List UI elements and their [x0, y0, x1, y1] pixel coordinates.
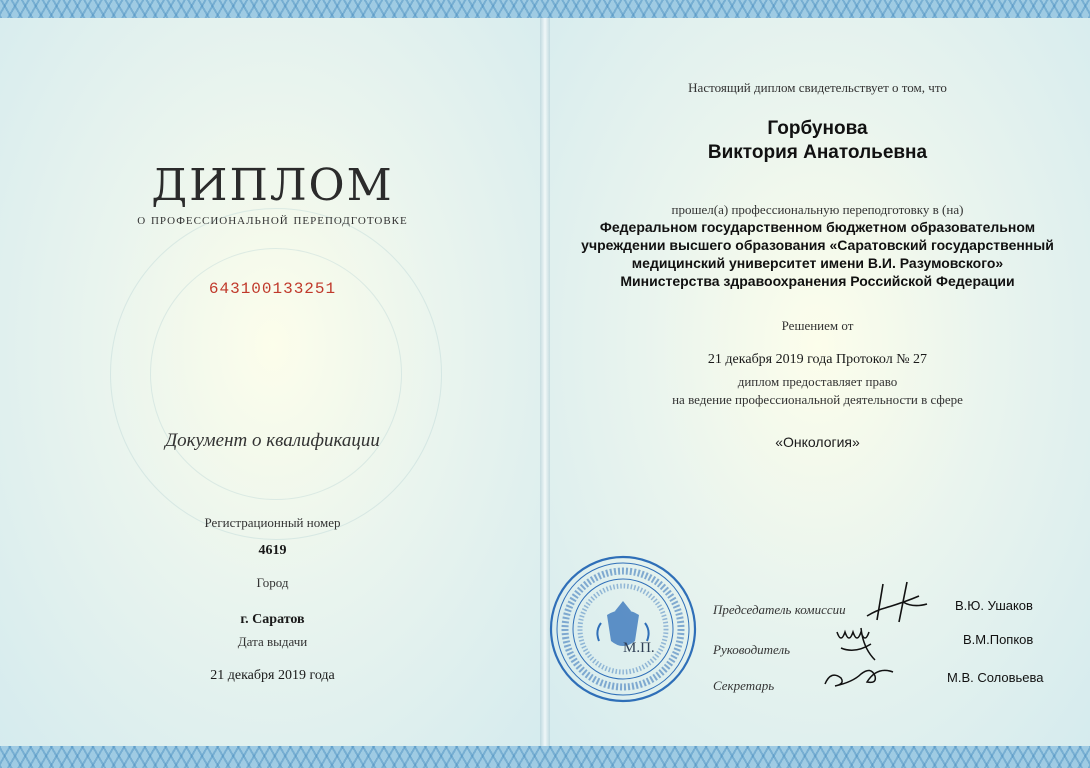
- chairman-signature: [863, 578, 933, 626]
- passed-training-text: прошел(а) профессиональную переподготовку в (на): [671, 202, 964, 217]
- issue-date: 21 декабря 2019 года: [210, 668, 335, 683]
- decision-label: Решением от: [781, 318, 854, 333]
- serial-number: 643100133251: [208, 280, 337, 298]
- diploma-subtitle: о профессиональной переподготовке: [137, 212, 408, 228]
- signatory-name: В.М.Попков: [963, 632, 1034, 647]
- official-stamp: [547, 553, 699, 705]
- grants-text: диплом предоставляет право: [737, 374, 898, 389]
- top-ornamental-border: [0, 0, 1090, 18]
- org-line: Министерства здравоохранения Российской Федерации: [620, 273, 1015, 289]
- signatory-role: Руководитель: [713, 642, 791, 657]
- holder-surname: Горбунова: [767, 118, 868, 139]
- document-type: Документ о квалификации: [165, 430, 380, 451]
- issue-date-label: Дата выдачи: [237, 634, 308, 649]
- signatory-role: Секретарь: [713, 678, 775, 693]
- org-line: учреждении высшего образования «Саратовский государственный: [581, 237, 1054, 253]
- org-line: медицинский университет имени В.И. Разумовского»: [631, 255, 1004, 271]
- city-label: Город: [256, 575, 289, 590]
- holder-given-names: Виктория Анатольевна: [707, 142, 928, 163]
- city: г. Саратов: [240, 612, 305, 627]
- signatory-name: М.В. Соловьева: [947, 670, 1044, 685]
- page-fold: [540, 18, 550, 746]
- specialty: «Онкология»: [775, 434, 860, 450]
- stamp-mark: М.П.: [623, 640, 655, 656]
- left-page: [0, 18, 545, 746]
- reg-number-label: Регистрационный номер: [204, 515, 341, 530]
- head-signature: [831, 622, 881, 664]
- reg-number: 4619: [258, 543, 287, 558]
- right-page: [545, 18, 1090, 746]
- guilloche-ornament: [110, 208, 442, 540]
- org-line: Федеральном государственном бюджетном образовательном: [599, 219, 1036, 235]
- signatory-role: Председатель комиссии: [713, 602, 846, 617]
- decision-date: 21 декабря 2019 года Протокол № 27: [707, 352, 928, 367]
- bottom-ornamental-border: [0, 746, 1090, 768]
- intro-text: Настоящий диплом свидетельствует о том, что: [688, 80, 947, 95]
- activity-text: на ведение профессиональной деятельности в сфере: [672, 392, 963, 407]
- signatory-name: В.Ю. Ушаков: [955, 598, 1033, 613]
- diploma-title: ДИПЛОМ: [151, 160, 394, 211]
- secretary-signature: [821, 662, 901, 694]
